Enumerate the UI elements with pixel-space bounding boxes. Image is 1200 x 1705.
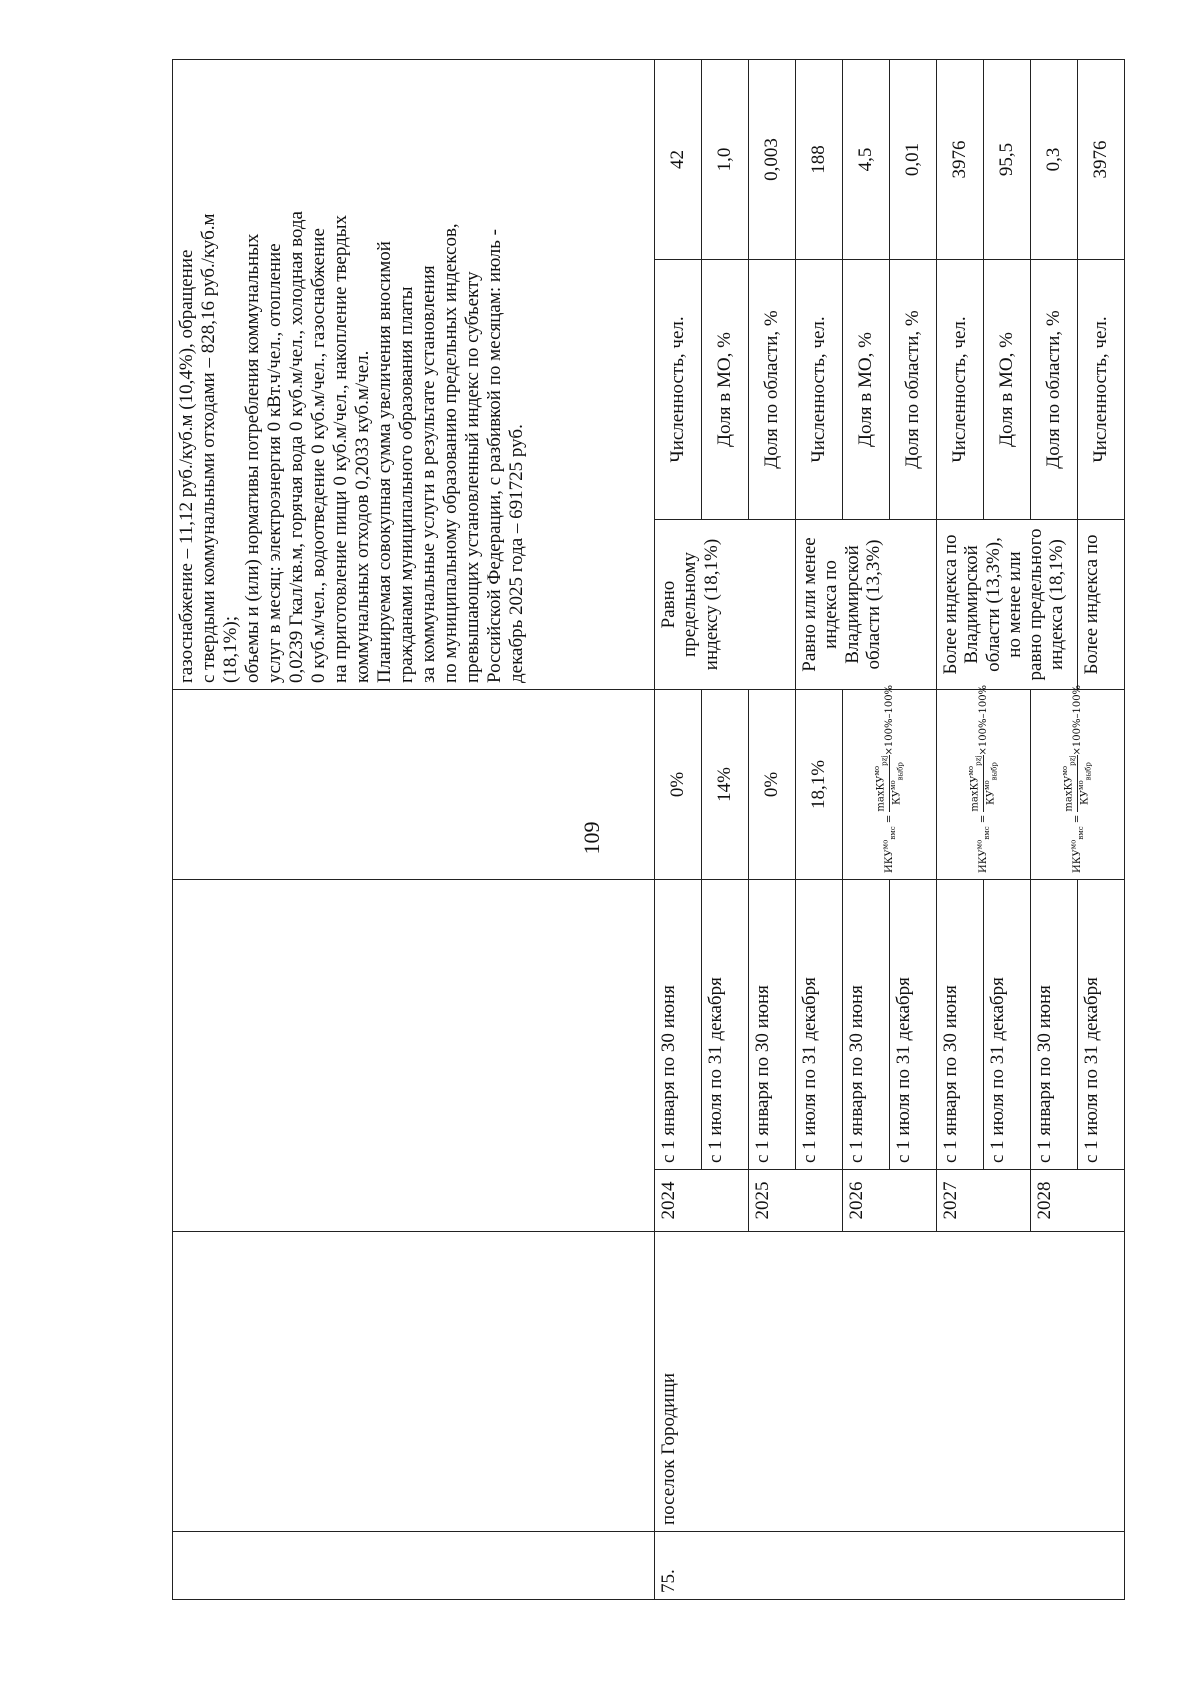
index-cell: [937, 684, 1031, 880]
formula-part: ИКУ: [884, 849, 895, 873]
formula-part: мо: [966, 765, 975, 776]
formula-part: pzj: [880, 755, 889, 766]
metric-cell: Доля в МО, %: [702, 260, 749, 520]
formula: $ИКУ^{мо}_{вмс}$ = maxКУ$^{мо}_{pzj}$ $КУ^{мо}_{выбр}$ ×100%–100%: [966, 684, 999, 873]
formula-part: КУ: [1079, 790, 1091, 805]
formula-part: выбр: [1084, 762, 1093, 781]
description-line: (18,1%);: [220, 615, 242, 683]
description-line: декабрь 2025 года – 691725 руб.: [506, 424, 528, 683]
formula-part: мо: [872, 765, 881, 776]
metric-cell: Доля в МО, %: [984, 260, 1031, 520]
group-label: Равно или менее индекса по Владимирской области (13,3%): [796, 520, 937, 690]
period-cell: с 1 января по 30 июня: [843, 880, 890, 1170]
value-cell: 0,003: [749, 60, 796, 260]
period-cell: с 1 июля по 31 декабря: [984, 880, 1031, 1170]
description-cell: [173, 60, 655, 690]
value-cell: 1,0: [702, 60, 749, 260]
metric-cell: Доля в МО, %: [843, 260, 890, 520]
metric-cell: Доля по области, %: [749, 260, 796, 520]
description-line: коммунальных отходов 0,2033 куб.м/чел.: [352, 350, 374, 683]
formula-part: ×100%–100%: [884, 684, 895, 756]
page-number: 109: [579, 821, 604, 855]
value-cell: 0,01: [890, 60, 937, 260]
formula-part: мо: [889, 780, 897, 790]
formula-part: мо: [881, 839, 890, 850]
period-cell: с 1 января по 30 июня: [655, 880, 702, 1170]
value-cell: 4,5: [843, 60, 890, 260]
value-cell: 3976: [1078, 60, 1125, 260]
period-cell: с 1 июля по 31 декабря: [890, 880, 937, 1170]
formula-part: вмс: [889, 826, 897, 840]
year-cell: 2024: [655, 1170, 749, 1232]
description-line: с твердыми коммунальными отходами – 828,16 руб./куб.м: [198, 213, 220, 683]
description-line: Планируемая совокупная сумма увеличения вносимой: [374, 241, 396, 683]
year-cell: 2026: [843, 1170, 937, 1232]
value-cell: 3976: [937, 60, 984, 260]
municipality-name: поселок Городищи: [655, 1232, 1125, 1532]
description-line: по муниципальному образованию предельных индексов,: [440, 223, 462, 683]
formula: $ИКУ^{мо}_{вмс}$ = maxКУ$^{мо}_{pzj}$ $КУ^{мо}_{выбр}$ ×100%–100%: [1060, 684, 1093, 873]
metric-cell: Численность, чел.: [655, 260, 702, 520]
formula-part: ×100%–100%: [1072, 684, 1083, 756]
index-cell: [1031, 684, 1125, 880]
metric-cell: Доля по области, %: [890, 260, 937, 520]
year-cell: 2025: [749, 1170, 843, 1232]
group-label: Равно предельному индексу (18,1%): [655, 520, 796, 690]
formula-part: ИКУ: [1072, 849, 1083, 873]
formula-part: maxКУ: [875, 775, 887, 812]
description-line: услуг в месяц: электроэнергия 0 кВт.ч/чел., отопление: [264, 243, 286, 683]
index-cell: 0%: [749, 690, 796, 880]
value-cell: 0,3: [1031, 60, 1078, 260]
index-cell: 0%: [655, 690, 702, 880]
index-cell: 14%: [702, 690, 749, 880]
formula-part: pzj: [1068, 755, 1077, 766]
formula-part: мо: [1060, 765, 1069, 776]
period-cell: с 1 июля по 31 декабря: [1078, 880, 1125, 1170]
description-line: превышающих установленный индекс по субъекту: [462, 271, 484, 683]
period-cell: с 1 января по 30 июня: [1031, 880, 1078, 1170]
formula-part: вмс: [983, 826, 991, 840]
year-cell: 2028: [1031, 1170, 1125, 1232]
formula-part: мо: [1077, 780, 1085, 790]
formula-part: мо: [1069, 839, 1078, 850]
table-row-description: [173, 60, 655, 1600]
metric-cell: Доля по области, %: [1031, 260, 1078, 520]
metric-cell: Численность, чел.: [796, 260, 843, 520]
value-cell: 95,5: [984, 60, 1031, 260]
index-cell: 18,1%: [796, 690, 843, 880]
description-line: за коммунальные услуги в результате установления: [418, 265, 440, 683]
description-line: на приготовление пищи 0 куб.м/чел., накопление твердых: [330, 215, 352, 683]
description-line: 0 куб.м/чел., водоотведение 0 куб.м/чел., газоснабжение: [308, 228, 330, 683]
metric-cell: Численность, чел.: [937, 260, 984, 520]
description-line: Российской Федерации, с разбивкой по месяцам: июль -: [484, 228, 506, 683]
period-cell: с 1 июля по 31 декабря: [796, 880, 843, 1170]
period-cell: с 1 января по 30 июня: [749, 880, 796, 1170]
formula: $ИКУ^{мо}_{вмс}$ = maxКУ$^{мо}_{pzj}$ $КУ^{мо}_{выбр}$ ×100%–100%: [872, 684, 905, 873]
data-table: [172, 59, 1125, 1600]
formula-part: ИКУ: [978, 849, 989, 873]
group-label: Более индекса по Владимирской области (13,3%), но менее или равно предельного индекса (18,1%): [937, 520, 1078, 690]
description-line: объемы и (или) нормативы потребления коммунальных: [242, 233, 264, 683]
formula-part: maxКУ: [1063, 775, 1075, 812]
formula-part: мо: [975, 839, 984, 850]
formula-part: maxКУ: [969, 775, 981, 812]
formula-part: выбр: [990, 762, 999, 781]
formula-part: ×100%–100%: [978, 684, 989, 756]
value-cell: 188: [796, 60, 843, 260]
formula-part: pzj: [974, 755, 983, 766]
value-cell: 42: [655, 60, 702, 260]
rotated-page: [172, 60, 1132, 1600]
formula-part: выбр: [896, 762, 905, 781]
description-line: газоснабжение – 11,12 руб./куб.м (10,4%), обращение: [176, 249, 197, 683]
formula-part: КУ: [985, 790, 997, 805]
description-line: гражданами муниципального образования платы: [396, 286, 418, 683]
row-number: 75.: [655, 1532, 1125, 1600]
period-cell: с 1 января по 30 июня: [937, 880, 984, 1170]
year-cell: 2027: [937, 1170, 1031, 1232]
formula-part: вмс: [1077, 826, 1085, 840]
period-cell: с 1 июля по 31 декабря: [702, 880, 749, 1170]
group-label: Более индекса по: [1078, 520, 1125, 690]
index-cell: [843, 684, 937, 880]
table-row: [655, 60, 702, 1600]
formula-part: мо: [983, 780, 991, 790]
formula-part: КУ: [891, 790, 903, 805]
metric-cell: Численность, чел.: [1078, 260, 1125, 520]
description-line: 0,0239 Гкал/кв.м, горячая вода 0 куб.м/чел., холодная вода: [286, 211, 308, 683]
